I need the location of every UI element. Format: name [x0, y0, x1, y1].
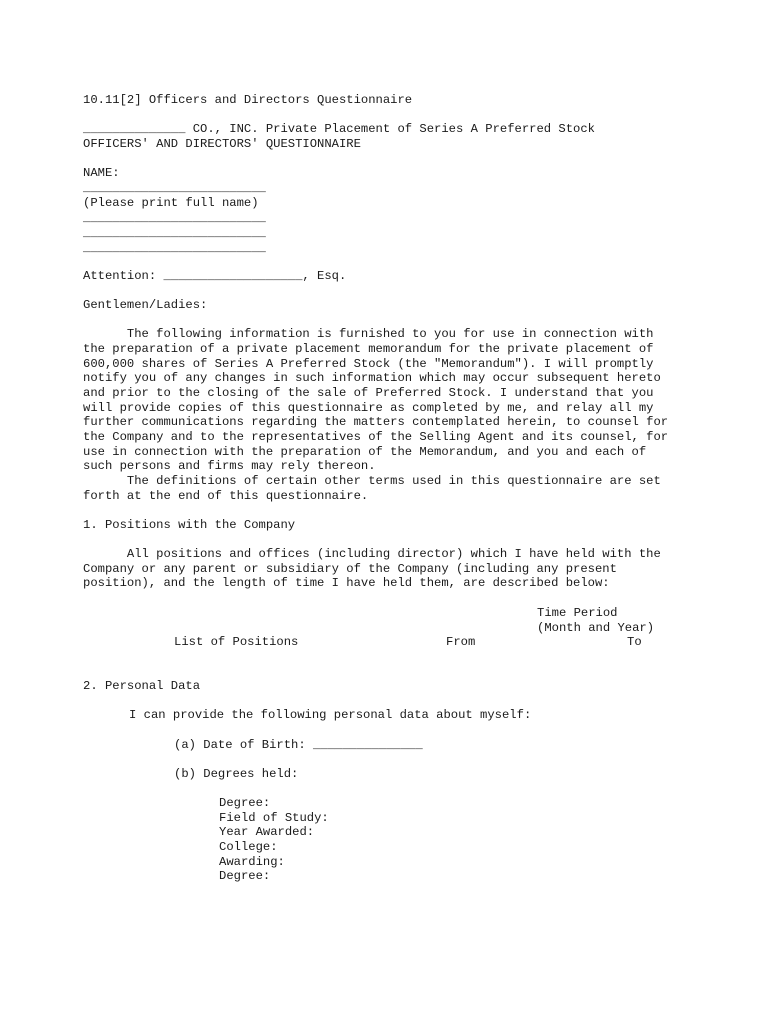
document-title: 10.11[2] Officers and Directors Questionnaire: [83, 93, 413, 107]
college-label: College:: [219, 840, 278, 854]
time-period-header: Time Period: [537, 606, 618, 620]
section-2-intro: I can provide the following personal data about myself:: [129, 708, 532, 722]
section-2-heading: 2. Personal Data: [83, 679, 201, 693]
degree-label: Degree:: [219, 796, 271, 810]
section-1-line: Company or any parent or subsidiary of the Company (including any present: [83, 562, 617, 576]
address-line-3[interactable]: _________________________: [83, 241, 266, 255]
intro-line: The following information is furnished to you for use in connection with: [83, 327, 654, 341]
intro-line: and prior to the closing of the sale of Preferred Stock. I understand that you: [83, 386, 654, 400]
address-line-2[interactable]: _________________________: [83, 226, 266, 240]
section-1-line: All positions and offices (including director) which I have held with the: [83, 547, 661, 561]
intro-line: use in connection with the preparation of the Memorandum, and you and each of: [83, 445, 647, 459]
from-header: From: [446, 635, 476, 649]
section-1-line: position), and the length of time I have held them, are described below:: [83, 576, 610, 590]
company-placement-line: ______________ CO., INC. Private Placement of Series A Preferred Stock: [83, 122, 595, 136]
address-line-1[interactable]: _________________________: [83, 211, 266, 225]
intro-line: the Company and to the representatives of the Selling Agent and its counsel, for: [83, 430, 669, 444]
year-awarded-label: Year Awarded:: [219, 825, 315, 839]
attention-line: Attention: ___________________, Esq.: [83, 269, 347, 283]
degree-label: Degree:: [219, 869, 271, 883]
intro-line: notify you of any changes in such information which may occur subsequent hereto: [83, 371, 661, 385]
intro-line: 600,000 shares of Series A Preferred Stock (the "Memorandum"). I will promptly: [83, 357, 654, 371]
intro-line: the preparation of a private placement memorandum for the private placement of: [83, 342, 654, 356]
intro-line: will provide copies of this questionnaire as completed by me, and relay all my: [83, 401, 654, 415]
intro-line: forth at the end of this questionnaire.: [83, 489, 369, 503]
intro-line: further communications regarding the matters contemplated herein, to counsel for: [83, 415, 669, 429]
intro-line: such persons and firms may rely thereon.: [83, 459, 376, 473]
section-1-heading: 1. Positions with the Company: [83, 518, 296, 532]
name-input-line[interactable]: _________________________: [83, 181, 266, 195]
salutation: Gentlemen/Ladies:: [83, 298, 208, 312]
awarding-label: Awarding:: [219, 855, 285, 869]
list-of-positions-header: List of Positions: [174, 635, 299, 649]
intro-line: The definitions of certain other terms used in this questionnaire are set: [83, 474, 661, 488]
field-of-study-label: Field of Study:: [219, 811, 329, 825]
date-of-birth-field[interactable]: (a) Date of Birth: _______________: [174, 738, 423, 752]
to-header: To: [627, 635, 642, 649]
questionnaire-title: OFFICERS' AND DIRECTORS' QUESTIONNAIRE: [83, 137, 361, 151]
name-label: NAME:: [83, 166, 120, 180]
month-year-header: (Month and Year): [537, 621, 655, 635]
name-caption: (Please print full name): [83, 196, 259, 210]
degrees-held-label: (b) Degrees held:: [174, 767, 299, 781]
